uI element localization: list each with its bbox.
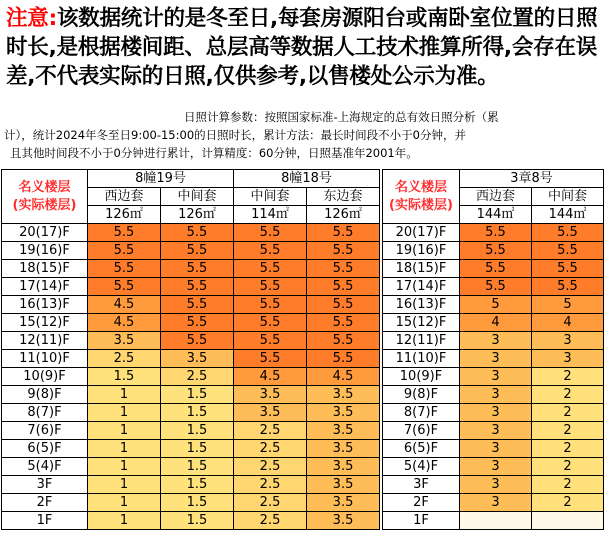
table-row [2, 350, 380, 368]
sunlight-hours-cell: 1 [88, 404, 161, 422]
sunlight-hours-cell: 5.5 [307, 242, 380, 260]
sunlight-hours-cell: 3 [460, 332, 532, 350]
table-row [2, 332, 380, 350]
table-row [383, 494, 604, 512]
unit-type-header: 中间套 [532, 188, 604, 206]
sunlight-hours-cell: 2 [532, 404, 604, 422]
sunlight-hours-cell: 2 [532, 440, 604, 458]
sunlight-hours-cell: 3.5 [307, 458, 380, 476]
floor-label: 18(15)F [2, 260, 88, 278]
floor-label: 3F [383, 476, 460, 494]
sunlight-hours-cell: 3.5 [307, 386, 380, 404]
sunlight-hours-cell: 5 [532, 296, 604, 314]
sunlight-hours-cell: 3 [460, 386, 532, 404]
sunlight-hours-cell: 1 [88, 422, 161, 440]
table-row [2, 242, 380, 260]
sunlight-hours-cell: 5.5 [234, 296, 307, 314]
right-sunlight-table [382, 169, 604, 530]
sunlight-hours-cell: 2 [532, 476, 604, 494]
sunlight-hours-cell [532, 512, 604, 530]
floor-label: 17(14)F [383, 278, 460, 296]
sunlight-hours-cell: 2 [532, 368, 604, 386]
sunlight-hours-cell: 2.5 [234, 512, 307, 530]
sunlight-hours-cell: 3.5 [88, 332, 161, 350]
floor-header-line-2: (实际楼层) [389, 197, 453, 213]
table-row [383, 386, 604, 404]
params-line-1: 日照计算参数：按照国家标准-上海规定的总有效日照分析（累 [184, 110, 499, 124]
sunlight-hours-cell: 2 [532, 422, 604, 440]
sunlight-hours-cell: 3 [460, 368, 532, 386]
floor-header-line-2: (实际楼层) [12, 197, 77, 213]
sunlight-hours-cell: 5.5 [234, 260, 307, 278]
sunlight-hours-cell: 5.5 [532, 242, 604, 260]
building-header: 8幢19号 [88, 170, 234, 188]
sunlight-hours-cell: 2.5 [161, 368, 234, 386]
notice-paragraph [6, 4, 602, 91]
unit-type-header: 中间套 [234, 188, 307, 206]
sunlight-hours-cell: 5.5 [307, 332, 380, 350]
floor-label: 5(4)F [2, 458, 88, 476]
sunlight-hours-cell: 5.5 [307, 350, 380, 368]
sunlight-hours-cell: 1.5 [161, 476, 234, 494]
table-row [383, 458, 604, 476]
notice-label: 注意: [6, 6, 57, 31]
sunlight-hours-cell: 4.5 [88, 314, 161, 332]
sunlight-hours-cell [460, 512, 532, 530]
sunlight-hours-cell: 1 [88, 512, 161, 530]
sunlight-hours-cell: 2.5 [234, 440, 307, 458]
sunlight-hours-cell: 2.5 [234, 458, 307, 476]
sunlight-hours-cell: 3.5 [234, 404, 307, 422]
floor-label: 11(10)F [2, 350, 88, 368]
floor-column-header [2, 170, 88, 224]
floor-label: 19(16)F [2, 242, 88, 260]
unit-type-header: 东边套 [307, 188, 380, 206]
sunlight-hours-cell: 5.5 [161, 242, 234, 260]
sunlight-hours-cell: 4 [532, 314, 604, 332]
sunlight-hours-cell: 3.5 [307, 422, 380, 440]
floor-label: 12(11)F [383, 332, 460, 350]
building-header: 3章8号 [460, 170, 604, 188]
sunlight-hours-cell: 2 [532, 494, 604, 512]
sunlight-hours-cell: 5.5 [88, 260, 161, 278]
sunlight-hours-cell: 5.5 [161, 224, 234, 242]
sunlight-hours-cell: 3.5 [161, 350, 234, 368]
sunlight-hours-cell: 3 [460, 350, 532, 368]
floor-label: 8(7)F [383, 404, 460, 422]
floor-label: 11(10)F [383, 350, 460, 368]
sunlight-hours-cell: 5.5 [307, 278, 380, 296]
table-row [2, 296, 380, 314]
sunlight-hours-cell: 1.5 [161, 494, 234, 512]
sunlight-hours-cell: 5.5 [460, 260, 532, 278]
notice-text: 该数据统计的是冬至日,每套房源阳台或南卧室位置的日照时长,是根据楼间距、总层高等数据人工技术推算所得,会存在误差,不代表实际的日照,仅供参考,以售楼处公示为准。 [6, 6, 598, 89]
sunlight-hours-cell: 5.5 [460, 242, 532, 260]
sunlight-hours-cell: 3.5 [307, 404, 380, 422]
table-row [2, 458, 380, 476]
table-row [2, 278, 380, 296]
sunlight-hours-cell: 2.5 [88, 350, 161, 368]
floor-label: 2F [383, 494, 460, 512]
floor-label: 5(4)F [383, 458, 460, 476]
sunlight-hours-cell: 5.5 [460, 278, 532, 296]
floor-label: 19(16)F [383, 242, 460, 260]
sunlight-hours-cell: 5.5 [307, 224, 380, 242]
floor-label: 16(13)F [383, 296, 460, 314]
sunlight-hours-cell: 1.5 [161, 512, 234, 530]
unit-type-header: 中间套 [161, 188, 234, 206]
unit-area-header: 144㎡ [532, 206, 604, 224]
floor-label: 1F [383, 512, 460, 530]
table-row [2, 404, 380, 422]
sunlight-hours-cell: 5.5 [234, 350, 307, 368]
sunlight-hours-cell: 5.5 [161, 296, 234, 314]
floor-header-line-1: 名义楼层 [394, 179, 447, 195]
table-row [383, 314, 604, 332]
table-row [2, 512, 380, 530]
sunlight-hours-cell: 5.5 [161, 314, 234, 332]
sunlight-hours-cell: 1 [88, 440, 161, 458]
floor-label: 7(6)F [2, 422, 88, 440]
sunlight-hours-cell: 3.5 [307, 440, 380, 458]
table-row [383, 224, 604, 242]
table-row [383, 440, 604, 458]
floor-header-line-1: 名义楼层 [18, 179, 71, 195]
sunlight-hours-cell: 2.5 [234, 494, 307, 512]
table-row [383, 422, 604, 440]
unit-area-header: 126㎡ [161, 206, 234, 224]
floor-label: 10(9)F [383, 368, 460, 386]
sunlight-hours-cell: 1.5 [88, 368, 161, 386]
table-row [2, 386, 380, 404]
table-row [2, 224, 380, 242]
sunlight-hours-cell: 3 [460, 404, 532, 422]
unit-area-header: 144㎡ [460, 206, 532, 224]
params-line-3: 且其他时间段不小于0分钟进行累计，计算精度：60分钟，日照基准年2001年。 [10, 146, 418, 160]
sunlight-hours-cell: 5.5 [532, 278, 604, 296]
table-row [2, 440, 380, 458]
floor-label: 12(11)F [2, 332, 88, 350]
sunlight-hours-cell: 3.5 [307, 494, 380, 512]
sunlight-hours-cell: 4.5 [234, 368, 307, 386]
sunlight-hours-cell: 5.5 [234, 314, 307, 332]
sunlight-hours-cell: 3 [532, 350, 604, 368]
floor-label: 10(9)F [2, 368, 88, 386]
table-row [383, 476, 604, 494]
floor-label: 15(12)F [2, 314, 88, 332]
sunlight-hours-cell: 1.5 [161, 404, 234, 422]
unit-area-header: 114㎡ [234, 206, 307, 224]
table-row [383, 260, 604, 278]
sunlight-hours-cell: 5.5 [88, 242, 161, 260]
table-row [2, 368, 380, 386]
floor-label: 1F [2, 512, 88, 530]
building-header: 8幢18号 [234, 170, 380, 188]
sunlight-hours-cell: 3 [460, 476, 532, 494]
sunlight-hours-cell: 5.5 [234, 278, 307, 296]
sunlight-hours-cell: 2 [532, 458, 604, 476]
sunlight-hours-cell: 5.5 [234, 242, 307, 260]
floor-label: 15(12)F [383, 314, 460, 332]
sunlight-hours-cell: 2.5 [234, 422, 307, 440]
floor-label: 9(8)F [2, 386, 88, 404]
sunlight-hours-cell: 4.5 [88, 296, 161, 314]
table-row [383, 368, 604, 386]
table-row [383, 512, 604, 530]
floor-label: 8(7)F [2, 404, 88, 422]
sunlight-hours-cell: 5.5 [307, 314, 380, 332]
unit-type-header: 西边套 [460, 188, 532, 206]
unit-type-header: 西边套 [88, 188, 161, 206]
floor-label: 20(17)F [383, 224, 460, 242]
floor-label: 3F [2, 476, 88, 494]
sunlight-hours-cell: 2 [532, 386, 604, 404]
sunlight-hours-cell: 5.5 [161, 278, 234, 296]
sunlight-hours-cell: 5.5 [234, 332, 307, 350]
calculation-parameters [4, 108, 602, 162]
sunlight-hours-cell: 5.5 [234, 224, 307, 242]
sunlight-hours-cell: 3 [532, 332, 604, 350]
table-row [383, 278, 604, 296]
unit-area-header: 126㎡ [307, 206, 380, 224]
sunlight-hours-cell: 5.5 [307, 296, 380, 314]
sunlight-hours-cell: 5.5 [88, 224, 161, 242]
sunlight-hours-cell: 1 [88, 494, 161, 512]
sunlight-hours-cell: 4.5 [307, 368, 380, 386]
sunlight-hours-cell: 1.5 [161, 386, 234, 404]
sunlight-hours-cell: 5.5 [532, 224, 604, 242]
floor-label: 20(17)F [2, 224, 88, 242]
sunlight-hours-cell: 3.5 [234, 386, 307, 404]
table-row [383, 332, 604, 350]
table-row [383, 242, 604, 260]
params-line-2: 计），统计2024年冬至日9:00-15:00的日照时长，累计方法：最长时间段不小于0分钟，并 [4, 128, 466, 142]
sunlight-hours-cell: 5.5 [307, 260, 380, 278]
floor-label: 17(14)F [2, 278, 88, 296]
left-sunlight-table [1, 169, 380, 530]
sunlight-hours-cell: 1.5 [161, 422, 234, 440]
sunlight-hours-cell: 2.5 [234, 476, 307, 494]
sunlight-hours-cell: 3 [460, 458, 532, 476]
table-row [383, 404, 604, 422]
table-row [2, 494, 380, 512]
floor-column-header [383, 170, 460, 224]
sunlight-hours-cell: 4 [460, 314, 532, 332]
unit-area-header: 126㎡ [88, 206, 161, 224]
sunlight-hours-cell: 3 [460, 440, 532, 458]
sunlight-hours-cell: 3.5 [307, 512, 380, 530]
sunlight-hours-cell: 1 [88, 476, 161, 494]
table-row [2, 260, 380, 278]
floor-label: 2F [2, 494, 88, 512]
sunlight-hours-cell: 5.5 [161, 332, 234, 350]
sunlight-hours-cell: 1.5 [161, 458, 234, 476]
floor-label: 7(6)F [383, 422, 460, 440]
table-row [2, 314, 380, 332]
sunlight-hours-cell: 5.5 [460, 224, 532, 242]
sunlight-hours-cell: 5 [460, 296, 532, 314]
sunlight-hours-cell: 5.5 [532, 260, 604, 278]
floor-label: 9(8)F [383, 386, 460, 404]
floor-label: 6(5)F [383, 440, 460, 458]
sunlight-hours-cell: 5.5 [88, 278, 161, 296]
sunlight-hours-cell: 1 [88, 386, 161, 404]
floor-label: 18(15)F [383, 260, 460, 278]
sunlight-hours-cell: 1.5 [161, 440, 234, 458]
sunlight-hours-cell: 1 [88, 458, 161, 476]
sunlight-hours-cell: 3 [460, 494, 532, 512]
floor-label: 16(13)F [2, 296, 88, 314]
table-row [383, 350, 604, 368]
table-row [2, 476, 380, 494]
sunlight-hours-cell: 5.5 [161, 260, 234, 278]
sunlight-hours-cell: 3 [460, 422, 532, 440]
table-row [2, 422, 380, 440]
table-row [383, 296, 604, 314]
sunlight-hours-cell: 3.5 [307, 476, 380, 494]
floor-label: 6(5)F [2, 440, 88, 458]
